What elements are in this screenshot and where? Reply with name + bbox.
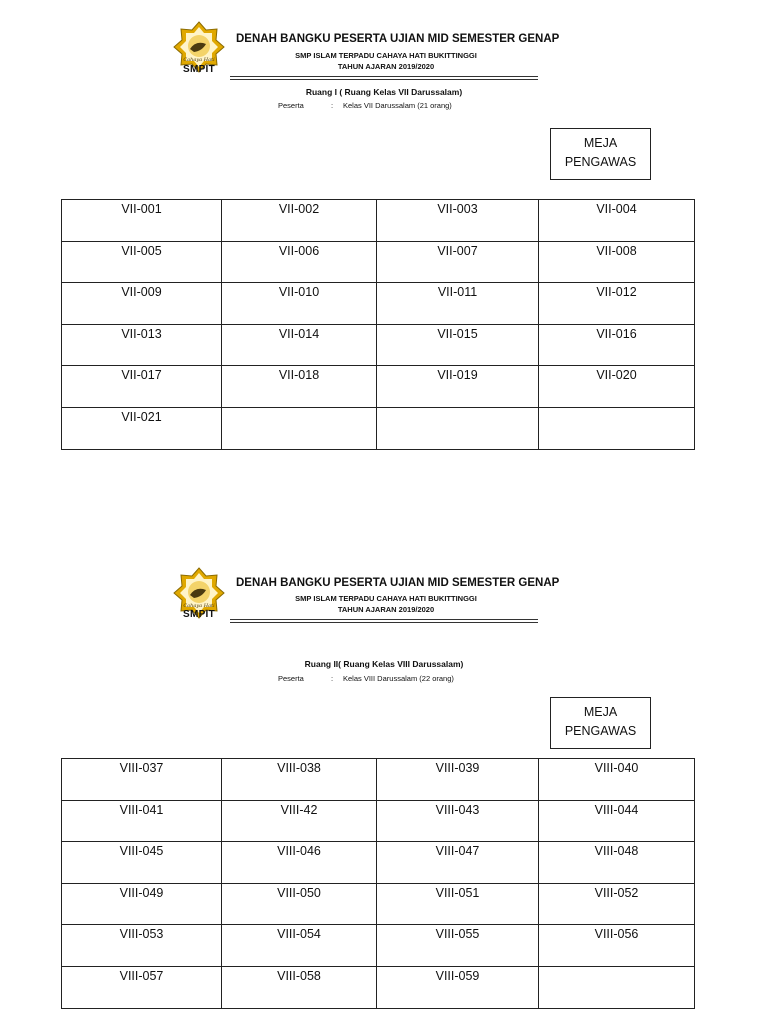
seat-cell (62, 407, 222, 449)
seat-number: VIII-059 (435, 968, 480, 983)
peserta-colon: : (331, 674, 334, 683)
seat-number: VII-010 (278, 285, 320, 300)
academic-year: TAHUN AJARAN 2019/2020 (337, 605, 435, 614)
seat-number: VII-015 (437, 326, 478, 341)
seat-row (62, 407, 695, 449)
seat-number: VIII-058 (277, 968, 321, 983)
seat-cell (377, 241, 539, 283)
logo-text: SMPIT (182, 64, 216, 75)
seat-cell (62, 241, 222, 283)
seat-row (62, 842, 695, 884)
logo-text: SMPIT (182, 609, 216, 620)
seat-number: VII-001 (121, 202, 162, 216)
seat-number: VIII-051 (435, 885, 480, 900)
seat-cell (539, 283, 695, 325)
svg-text:Cahaya Hati: Cahaya Hati (183, 603, 215, 609)
seat-cell (222, 324, 377, 366)
seat-number: VII-003 (437, 202, 478, 216)
seat-cell (222, 966, 377, 1008)
seat-number: VIII-42 (280, 802, 318, 817)
seat-cell (62, 966, 222, 1008)
header-rule-thick (230, 79, 538, 80)
seat-number: VIII-038 (277, 761, 321, 775)
seat-grid (61, 199, 695, 450)
seat-cell (539, 366, 695, 408)
seat-number: VIII-053 (119, 927, 164, 942)
peserta-label: Peserta (278, 674, 304, 683)
seat-cell (539, 759, 695, 801)
seat-row (62, 324, 695, 366)
svg-text:Cahaya Hati: Cahaya Hati (183, 57, 215, 63)
seat-number: VIII-048 (594, 844, 639, 859)
seat-cell (222, 283, 377, 325)
seat-cell (377, 324, 539, 366)
seat-number: VII-014 (278, 326, 320, 341)
seat-number: VII-016 (596, 326, 637, 341)
seat-cell (539, 842, 695, 884)
peserta-label: Peserta (278, 101, 304, 110)
seat-number: VIII-044 (594, 802, 639, 817)
seat-number (539, 967, 694, 968)
seat-row (62, 800, 695, 842)
seat-cell (222, 800, 377, 842)
school-name: SMP ISLAM TERPADU CAHAYA HATI BUKITTINGGI (295, 594, 477, 603)
seat-number: VIII-046 (277, 844, 321, 859)
seat-cell (539, 925, 695, 967)
seat-cell (222, 407, 377, 449)
header-rule-thick (230, 622, 538, 623)
pengawas-label: PENGAWAS (564, 724, 637, 738)
seat-row (62, 200, 695, 242)
seat-cell (539, 966, 695, 1008)
seat-cell (62, 759, 222, 801)
seat-cell (222, 759, 377, 801)
pengawas-label: PENGAWAS (564, 155, 637, 169)
seat-cell (222, 883, 377, 925)
seat-number: VIII-049 (119, 885, 164, 900)
academic-year: TAHUN AJARAN 2019/2020 (337, 62, 435, 71)
seat-number: VII-018 (278, 368, 320, 383)
seat-cell (377, 800, 539, 842)
seat-number: VII-005 (121, 243, 162, 258)
meja-label: MEJA (583, 136, 618, 150)
seat-number: VIII-056 (594, 927, 639, 942)
seat-cell (539, 800, 695, 842)
seat-row (62, 925, 695, 967)
seat-row (62, 366, 695, 408)
seat-number: VII-021 (121, 409, 162, 424)
seat-cell (62, 842, 222, 884)
supervisor-desk (550, 697, 651, 749)
seat-number: VII-009 (121, 285, 162, 300)
seat-number: VII-017 (121, 368, 162, 383)
school-name: SMP ISLAM TERPADU CAHAYA HATI BUKITTINGGI (295, 51, 477, 60)
header-rule (230, 76, 538, 77)
seat-row (62, 241, 695, 283)
seat-number: VII-012 (596, 285, 637, 300)
seat-cell (539, 200, 695, 242)
seat-row (62, 966, 695, 1008)
seat-number (539, 408, 694, 409)
seat-number: VIII-047 (435, 844, 480, 859)
seat-number: VIII-050 (277, 885, 321, 900)
seat-cell (222, 842, 377, 884)
seat-cell (62, 800, 222, 842)
seat-number: VIII-037 (119, 761, 164, 775)
seat-cell (62, 366, 222, 408)
seat-cell (222, 241, 377, 283)
seat-number: VII-011 (437, 285, 478, 300)
seat-cell (539, 407, 695, 449)
seat-cell (377, 366, 539, 408)
header-rule (230, 619, 538, 620)
seat-number: VIII-040 (594, 761, 639, 775)
seat-number: VII-019 (437, 368, 478, 383)
seat-grid (61, 758, 695, 1009)
peserta-value: Kelas VII Darussalam (21 orang) (343, 101, 452, 110)
room-title: Ruang II( Ruang Kelas VIII Darussalam) (304, 659, 464, 669)
seat-cell (377, 925, 539, 967)
seat-number: VII-004 (596, 202, 637, 216)
seat-cell (377, 407, 539, 449)
seat-cell (222, 366, 377, 408)
seat-cell (62, 925, 222, 967)
seat-number: VIII-055 (435, 927, 480, 942)
seat-cell (377, 966, 539, 1008)
seat-cell (539, 883, 695, 925)
seat-cell (62, 200, 222, 242)
seat-cell (62, 883, 222, 925)
seat-number: VIII-057 (119, 968, 164, 983)
seat-cell (539, 324, 695, 366)
seat-row (62, 283, 695, 325)
seat-number (222, 408, 376, 409)
seat-cell (222, 925, 377, 967)
peserta-colon: : (331, 101, 334, 110)
seat-cell (377, 883, 539, 925)
peserta-value: Kelas VIII Darussalam (22 orang) (343, 674, 454, 683)
room-title: Ruang I ( Ruang Kelas VII Darussalam) (305, 87, 463, 97)
supervisor-desk (550, 128, 651, 180)
seat-number: VII-006 (278, 243, 320, 258)
seat-number: VIII-054 (277, 927, 321, 942)
meja-label: MEJA (583, 705, 618, 719)
page-title: DENAH BANGKU PESERTA UJIAN MID SEMESTER GENAP (236, 577, 560, 589)
seat-cell (377, 842, 539, 884)
seat-number: VII-008 (596, 243, 637, 258)
seat-row (62, 759, 695, 801)
seat-number: VIII-052 (594, 885, 639, 900)
seat-cell (377, 200, 539, 242)
seat-number: VIII-041 (119, 802, 164, 817)
seat-cell (62, 283, 222, 325)
seat-number: VIII-043 (435, 802, 480, 817)
seat-number: VIII-045 (119, 844, 164, 859)
seat-number: VIII-039 (435, 761, 480, 775)
seat-number: VII-013 (121, 326, 162, 341)
seat-cell (222, 200, 377, 242)
seat-cell (377, 759, 539, 801)
seat-number (377, 408, 538, 409)
seat-cell (62, 324, 222, 366)
seat-number: VII-007 (437, 243, 478, 258)
seat-cell (377, 283, 539, 325)
seat-row (62, 883, 695, 925)
seat-number: VII-020 (596, 368, 637, 383)
seat-cell (539, 241, 695, 283)
page-title: DENAH BANGKU PESERTA UJIAN MID SEMESTER GENAP (236, 33, 560, 45)
seat-number: VII-002 (278, 202, 320, 216)
